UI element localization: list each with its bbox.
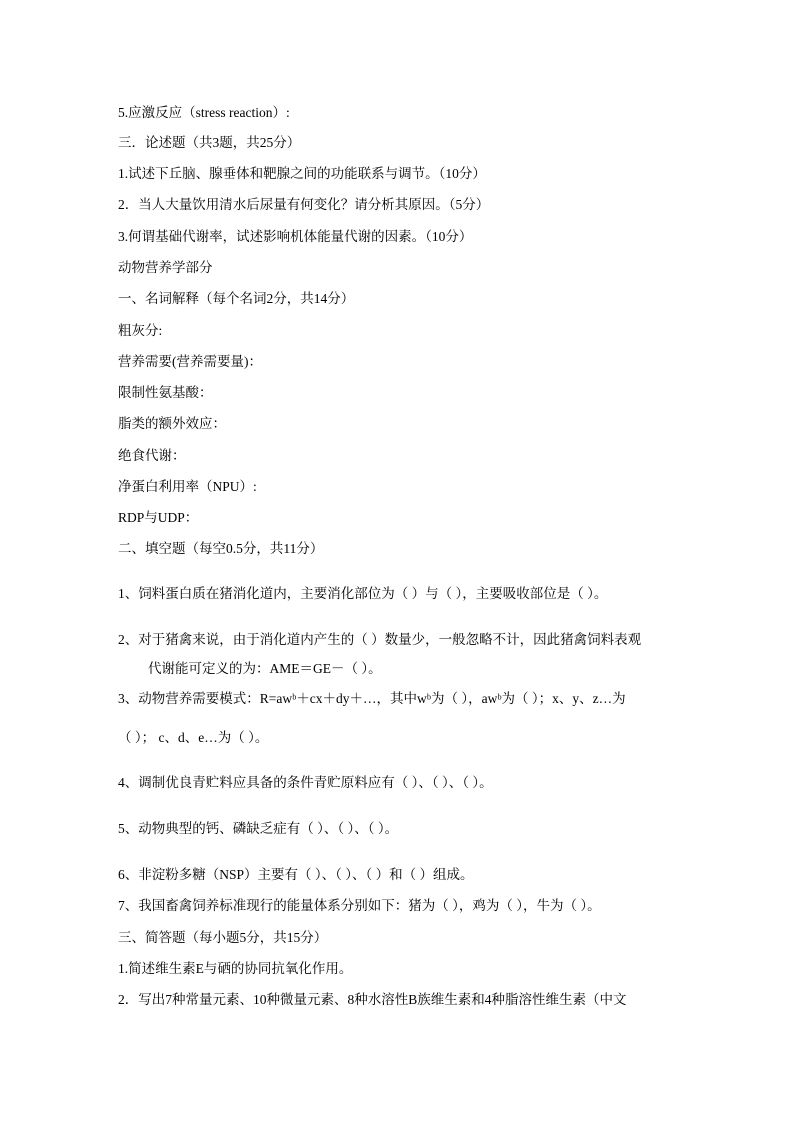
section-heading-terms: 一、名词解释（每个名词2分，共14分） bbox=[118, 291, 355, 306]
fill-blank-2-cont: 代谢能可定义的为：AME＝GE－（ ）。 bbox=[148, 661, 382, 676]
fill-blank-7: 7、我国畜禽饲养标准现行的能量体系分别如下：猪为（ ），鸡为（ ），牛为（ ）。 bbox=[118, 898, 601, 913]
essay-question-3: 3.何谓基础代谢率，试述影响机体能量代谢的因素。（10分） bbox=[118, 229, 473, 244]
fill-blank-4: 4、调制优良青贮料应具备的条件青贮原料应有（ ）、（ ）、（ ）。 bbox=[118, 775, 493, 790]
term-crude-ash: 粗灰分: bbox=[118, 323, 163, 338]
part-heading-animal-nutrition: 动物营养学部分 bbox=[118, 260, 213, 275]
section-heading-essay: 三．论述题（共3题，共25分） bbox=[118, 135, 301, 150]
short-answer-2: 2．写出7种常量元素、10种微量元素、8种水溶性B族维生素和4种脂溶性维生素（中文 bbox=[118, 992, 627, 1007]
fill-blank-3: 3、动物营养需要模式：R=awᵇ＋cx＋dy＋…，其中wᵇ为（ ），awᵇ为（ ）；x、y、z…为 bbox=[118, 691, 626, 706]
definition-stress-reaction: 5.应激反应（stress reaction）: bbox=[118, 105, 290, 120]
term-extra-caloric-effect: 脂类的额外效应： bbox=[118, 416, 226, 431]
section-heading-short-answer: 三、简答题（每小题5分，共15分） bbox=[118, 930, 328, 945]
term-limiting-amino-acid: 限制性氨基酸： bbox=[118, 385, 213, 400]
term-nutrient-requirement: 营养需要(营养需要量)： bbox=[118, 354, 262, 369]
fill-blank-3-cont: （ ）； c、d、e…为（ ）。 bbox=[118, 730, 269, 745]
fill-blank-5: 5、动物典型的钙、磷缺乏症有（ ）、（ ）、（ ）。 bbox=[118, 821, 399, 836]
term-rdp-udp: RDP与UDP： bbox=[118, 510, 199, 525]
term-fasting-metabolism: 绝食代谢： bbox=[118, 448, 186, 463]
fill-blank-6: 6、非淀粉多糖（NSP）主要有（ ）、（ ）、（ ）和（ ）组成。 bbox=[118, 867, 474, 882]
section-heading-fill-blank: 二、填空题（每空0.5分，共11分） bbox=[118, 541, 324, 556]
essay-question-1: 1.试述下丘脑、腺垂体和靶腺之间的功能联系与调节。（10分） bbox=[118, 166, 486, 181]
term-npu: 净蛋白利用率（NPU）: bbox=[118, 479, 257, 494]
short-answer-1: 1.简述维生素E与硒的协同抗氧化作用。 bbox=[118, 961, 353, 976]
fill-blank-2: 2、对于猪禽来说，由于消化道内产生的（ ）数量少，一般忽略不计，因此猪禽饲料表观 bbox=[118, 632, 642, 647]
essay-question-2: 2．当人大量饮用清水后尿量有何变化？请分析其原因。（5分） bbox=[118, 197, 490, 212]
fill-blank-1: 1、饲料蛋白质在猪消化道内，主要消化部位为（ ）与（ ），主要吸收部位是（ ）。 bbox=[118, 586, 608, 601]
